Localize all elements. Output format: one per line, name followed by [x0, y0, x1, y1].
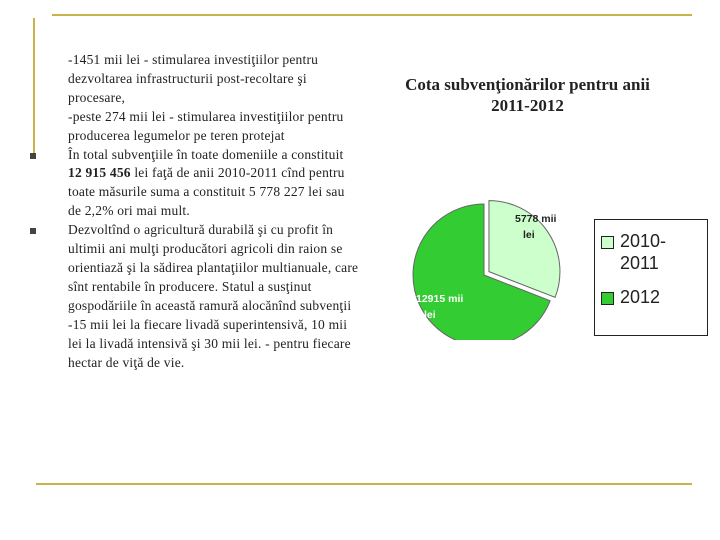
chart-legend — [594, 219, 708, 336]
paragraph-3-text-after: lei faţă de anii 2010-2011 cînd pentru toate măsurile suma a constituit 5 778 227 lei sau de 2,2% ori mai mult. — [68, 165, 345, 219]
paragraph-3-text-before: În total subvenţiile în toate domeniile a constituit — [68, 146, 344, 162]
pie-data-label-2010-2011: 5778 mii lei — [515, 213, 557, 241]
legend-label-2010-2011: 2010-2011 — [620, 231, 667, 273]
paragraph-1-text: -1451 mii lei - stimularea investiţiilor pentru dezvoltarea infrastructurii post-recoltare şi procesare, — [68, 52, 319, 105]
paragraph-3 — [68, 146, 360, 222]
legend-swatch-2012 — [601, 292, 614, 305]
paragraph-2 — [68, 108, 360, 146]
pie-data-label-2012: 12915 mii lei — [416, 293, 464, 321]
chart-title: Cota subvenţionărilor pentru anii 2011-2012 — [405, 75, 650, 115]
legend-item-2010-2011 — [601, 230, 692, 274]
pie-chart — [405, 190, 575, 340]
paragraph-4 — [68, 221, 360, 372]
paragraph-1 — [68, 51, 360, 108]
paragraph-2-text: -peste 274 mii lei - stimularea investiţiilor pentru producerea legumelor pe teren protejat — [68, 108, 344, 143]
bullet-square-icon — [30, 228, 36, 234]
legend-swatch-2010-2011 — [601, 236, 614, 249]
bullet-square-icon — [30, 153, 36, 159]
body-text — [68, 51, 360, 372]
legend-label-2012: 2012 — [620, 287, 661, 307]
paragraph-3-bold-amount: 12 915 456 — [68, 165, 131, 181]
paragraph-4-text: Dezvoltînd o agricultură durabilă şi cu profit în ultimii ani mulţi producători agricoli din raion se orientiază şi la sădirea plantaţiilor multianuale, care sînt rentabile în producere. Statul a susţinut gospodăriile în această ramură alocănînd subvenţii -15 mii lei la fiecare livadă superintensivă, 10 mii lei la livadă intensivă şi 30 mii lei. - pentru fiecare hectar de viţă de vie. — [68, 222, 359, 370]
legend-item-2012 — [601, 286, 692, 308]
bottom-divider-line — [36, 483, 692, 485]
top-divider-line — [52, 14, 692, 16]
left-accent-line — [33, 18, 35, 156]
